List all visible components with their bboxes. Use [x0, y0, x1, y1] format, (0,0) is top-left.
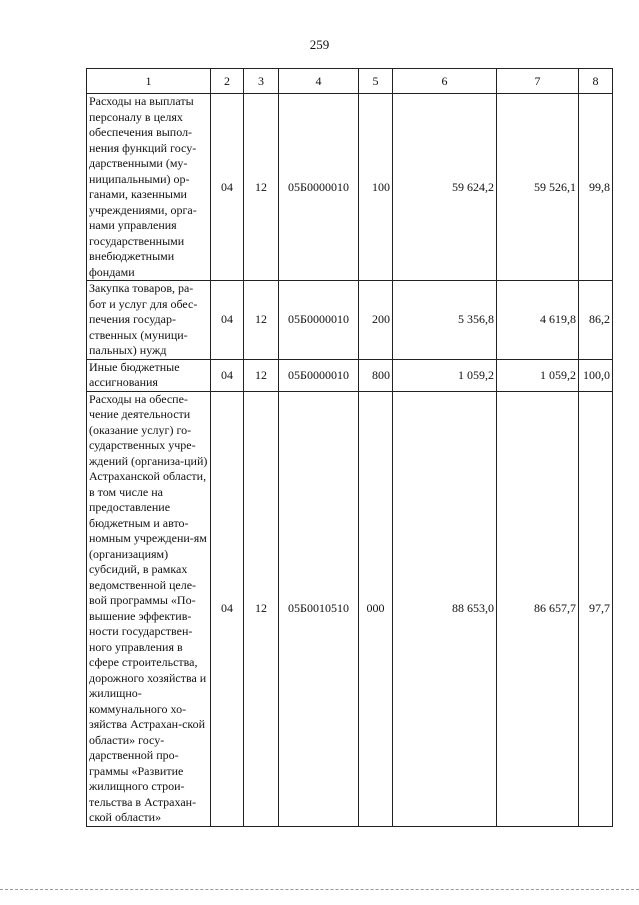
expense-type-code: 000 — [359, 391, 393, 826]
planned-amount: 5 356,8 — [393, 281, 497, 360]
col-header-5: 5 — [359, 69, 393, 94]
planned-amount: 88 653,0 — [393, 391, 497, 826]
subsection-code: 12 — [244, 391, 279, 826]
row-description: Закупка товаров, ра-бот и услуг для обес-печения государ-ственных (муници-пальных) нужд — [87, 281, 211, 360]
execution-percent: 86,2 — [579, 281, 613, 360]
header-row — [87, 69, 613, 94]
target-article-code: 05Б0010510 — [279, 391, 359, 826]
col-header-2: 2 — [211, 69, 244, 94]
subsection-code: 12 — [244, 359, 279, 391]
section-code: 04 — [211, 281, 244, 360]
section-code: 04 — [211, 94, 244, 281]
table-row — [87, 391, 613, 826]
page-number: 259 — [309, 37, 330, 52]
subsection-code: 12 — [244, 94, 279, 281]
table-row — [87, 281, 613, 360]
target-article-code: 05Б0000010 — [279, 94, 359, 281]
actual-amount: 59 526,1 — [497, 94, 579, 281]
expense-type-code: 200 — [359, 281, 393, 360]
col-header-6: 6 — [393, 69, 497, 94]
actual-amount: 86 657,7 — [497, 391, 579, 826]
section-code: 04 — [211, 391, 244, 826]
execution-percent: 97,7 — [579, 391, 613, 826]
table-row — [87, 94, 613, 281]
target-article-code: 05Б0000010 — [279, 281, 359, 360]
budget-table — [86, 68, 613, 827]
actual-amount: 4 619,8 — [497, 281, 579, 360]
row-description: Расходы на выплаты персоналу в целях обеспечения выпол-нения функций госу-дарственными (му-ниципальными) ор-ганами, казенными учреждениями, орга-нами управления государственными внебюджетными фондами — [87, 94, 211, 281]
col-header-8: 8 — [579, 69, 613, 94]
actual-amount: 1 059,2 — [497, 359, 579, 391]
section-code: 04 — [211, 359, 244, 391]
subsection-code: 12 — [244, 281, 279, 360]
planned-amount: 1 059,2 — [393, 359, 497, 391]
page-bottom-divider — [0, 889, 639, 890]
col-header-3: 3 — [244, 69, 279, 94]
col-header-4: 4 — [279, 69, 359, 94]
col-header-7: 7 — [497, 69, 579, 94]
planned-amount: 59 624,2 — [393, 94, 497, 281]
col-header-1: 1 — [87, 69, 211, 94]
execution-percent: 99,8 — [579, 94, 613, 281]
execution-percent: 100,0 — [579, 359, 613, 391]
table-row — [87, 359, 613, 391]
expense-type-code: 800 — [359, 359, 393, 391]
target-article-code: 05Б0000010 — [279, 359, 359, 391]
expense-type-code: 100 — [359, 94, 393, 281]
row-description: Расходы на обеспе-чение деятельности (оказание услуг) го-сударственных учре-ждений (организа-ций) Астраханской области, в том числе на предоставление бюджетным и авто-номным учреждени-ям (организациям) субсидий, в рамках ведомственной целе-вой программы «По-вышение эффектив-ности государствен-ного управления в сфере строительства, дорожного хозяйства и жилищно-коммунального хо-зяйства Астрахан-ской области» госу-дарственной про-граммы «Развитие жилищного строи-тельства в Астрахан-ской области» — [87, 391, 211, 826]
row-description: Иные бюджетные ассигнования — [87, 359, 211, 391]
